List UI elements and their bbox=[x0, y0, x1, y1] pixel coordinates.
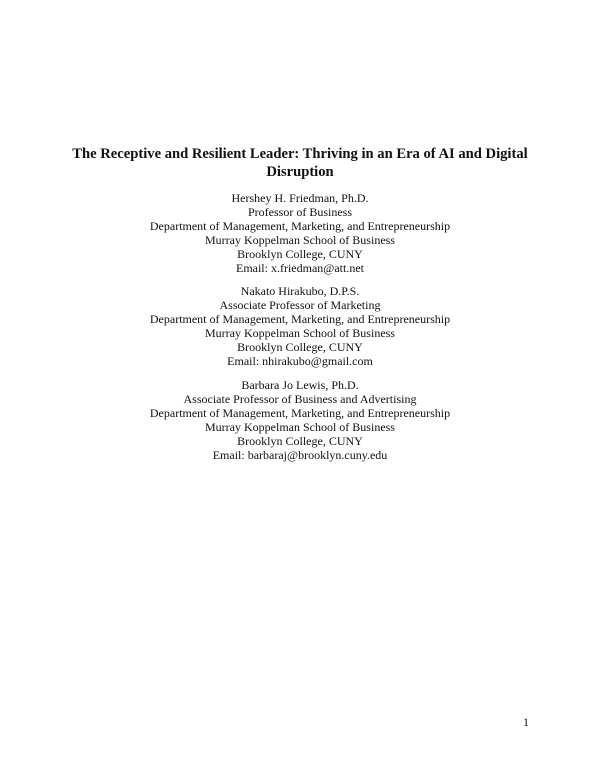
author-block-3 bbox=[100, 379, 500, 462]
author-block-2 bbox=[100, 285, 500, 368]
author-school: Murray Koppelman School of Business bbox=[205, 325, 395, 340]
author-email: Email: x.friedman@att.net bbox=[235, 260, 364, 275]
author-position: Associate Professor of Marketing bbox=[219, 297, 381, 312]
author-department: Department of Management, Marketing, and Entrepreneurship bbox=[149, 218, 451, 233]
author-position: Professor of Business bbox=[248, 204, 352, 219]
author-name: Barbara Jo Lewis, Ph.D. bbox=[241, 378, 359, 392]
author-school: Murray Koppelman School of Business bbox=[205, 232, 395, 247]
author-name: Nakato Hirakubo, D.P.S. bbox=[240, 284, 360, 298]
author-position: Associate Professor of Business and Advertising bbox=[183, 391, 417, 406]
author-college: Brooklyn College, CUNY bbox=[237, 339, 363, 354]
paper-title: The Receptive and Resilient Leader: Thriving in an Era of AI and Digital Disruption bbox=[72, 146, 528, 180]
author-name: Hershey H. Friedman, Ph.D. bbox=[231, 191, 369, 205]
author-department: Department of Management, Marketing, and Entrepreneurship bbox=[149, 311, 451, 326]
author-department: Department of Management, Marketing, and Entrepreneurship bbox=[149, 405, 451, 420]
author-college: Brooklyn College, CUNY bbox=[237, 246, 363, 261]
page-number: 1 bbox=[523, 715, 529, 729]
author-school: Murray Koppelman School of Business bbox=[205, 419, 395, 434]
author-block-1 bbox=[100, 192, 500, 275]
author-college: Brooklyn College, CUNY bbox=[237, 433, 363, 448]
author-email: Email: nhirakubo@gmail.com bbox=[227, 353, 373, 368]
author-email: Email: barbaraj@brooklyn.cuny.edu bbox=[212, 447, 388, 462]
